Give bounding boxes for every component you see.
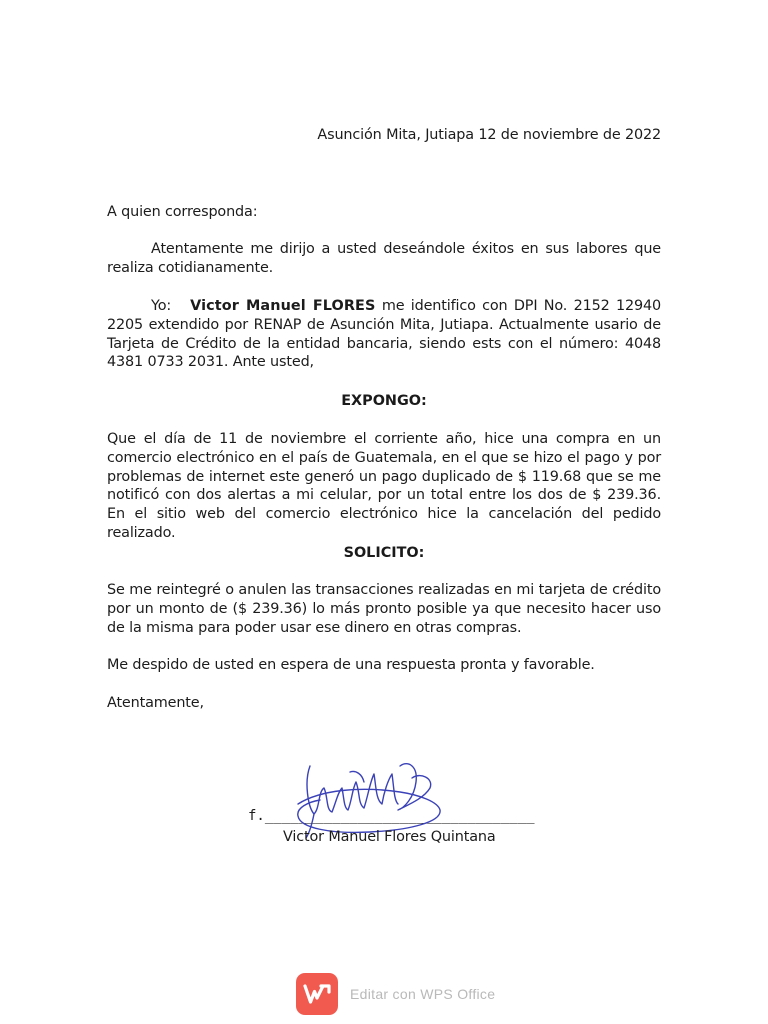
paragraph-identification xyxy=(107,297,661,372)
paragraph-intro-text: Atentamente me dirijo a usted deseándole éxitos en sus labores que realiza cotidianamente. xyxy=(107,241,661,276)
signature-line: f.________________________________ xyxy=(248,808,535,824)
heading-solicito: SOLICITO: xyxy=(343,545,425,561)
letter-date: Asunción Mita, Jutiapa 12 de noviembre de 2022 xyxy=(317,127,661,143)
paragraph-farewell: Me despido de usted en espera de una respuesta pronta y favorable. xyxy=(107,657,595,673)
paragraph-request: Se me reintegré o anulen las transacciones realizadas en mi tarjeta de crédito por un monto de ($ 239.36) lo más pronto posible ya que necesito hacer uso de la misma para poder usar ese dinero en otras compras. xyxy=(107,582,661,636)
wps-office-icon xyxy=(296,973,338,1015)
sender-name-bold: Victor Manuel FLORES xyxy=(190,298,376,314)
wps-edit-banner[interactable] xyxy=(296,972,495,1016)
wps-edit-label[interactable]: Editar con WPS Office xyxy=(350,986,496,1002)
signer-name: Victor Manuel Flores Quintana xyxy=(283,829,496,845)
paragraph-identification-prefix: Yo: xyxy=(151,298,172,314)
paragraph-exposition: Que el día de 11 de noviembre el corriente año, hice una compra en un comercio electrónico en el país de Guatemala, en el que se hizo el pago y por problemas de internet este generó un pago duplicado de $ 119.68 que se me notificó con dos alertas a mi celular, por un total entre los dos de $ 239.36. En el sitio web del comercio electrónico hice la cancelación del pedido realizado. xyxy=(107,431,661,541)
paragraph-intro xyxy=(107,240,661,278)
paragraph-identification-text: me identifico con DPI No. 2152 12940 2205 extendido por RENAP de Asunción Mita, Jutiapa. Actualmente usario de Tarjeta de Crédito de la entidad bancaria, siendo ests con el número: 4048 4381 0733 2031. Ante usted, xyxy=(107,298,661,371)
letter-greeting: A quien corresponda: xyxy=(107,204,258,220)
heading-expongo: EXPONGO: xyxy=(341,393,427,409)
letter-closing: Atentamente, xyxy=(107,695,204,711)
